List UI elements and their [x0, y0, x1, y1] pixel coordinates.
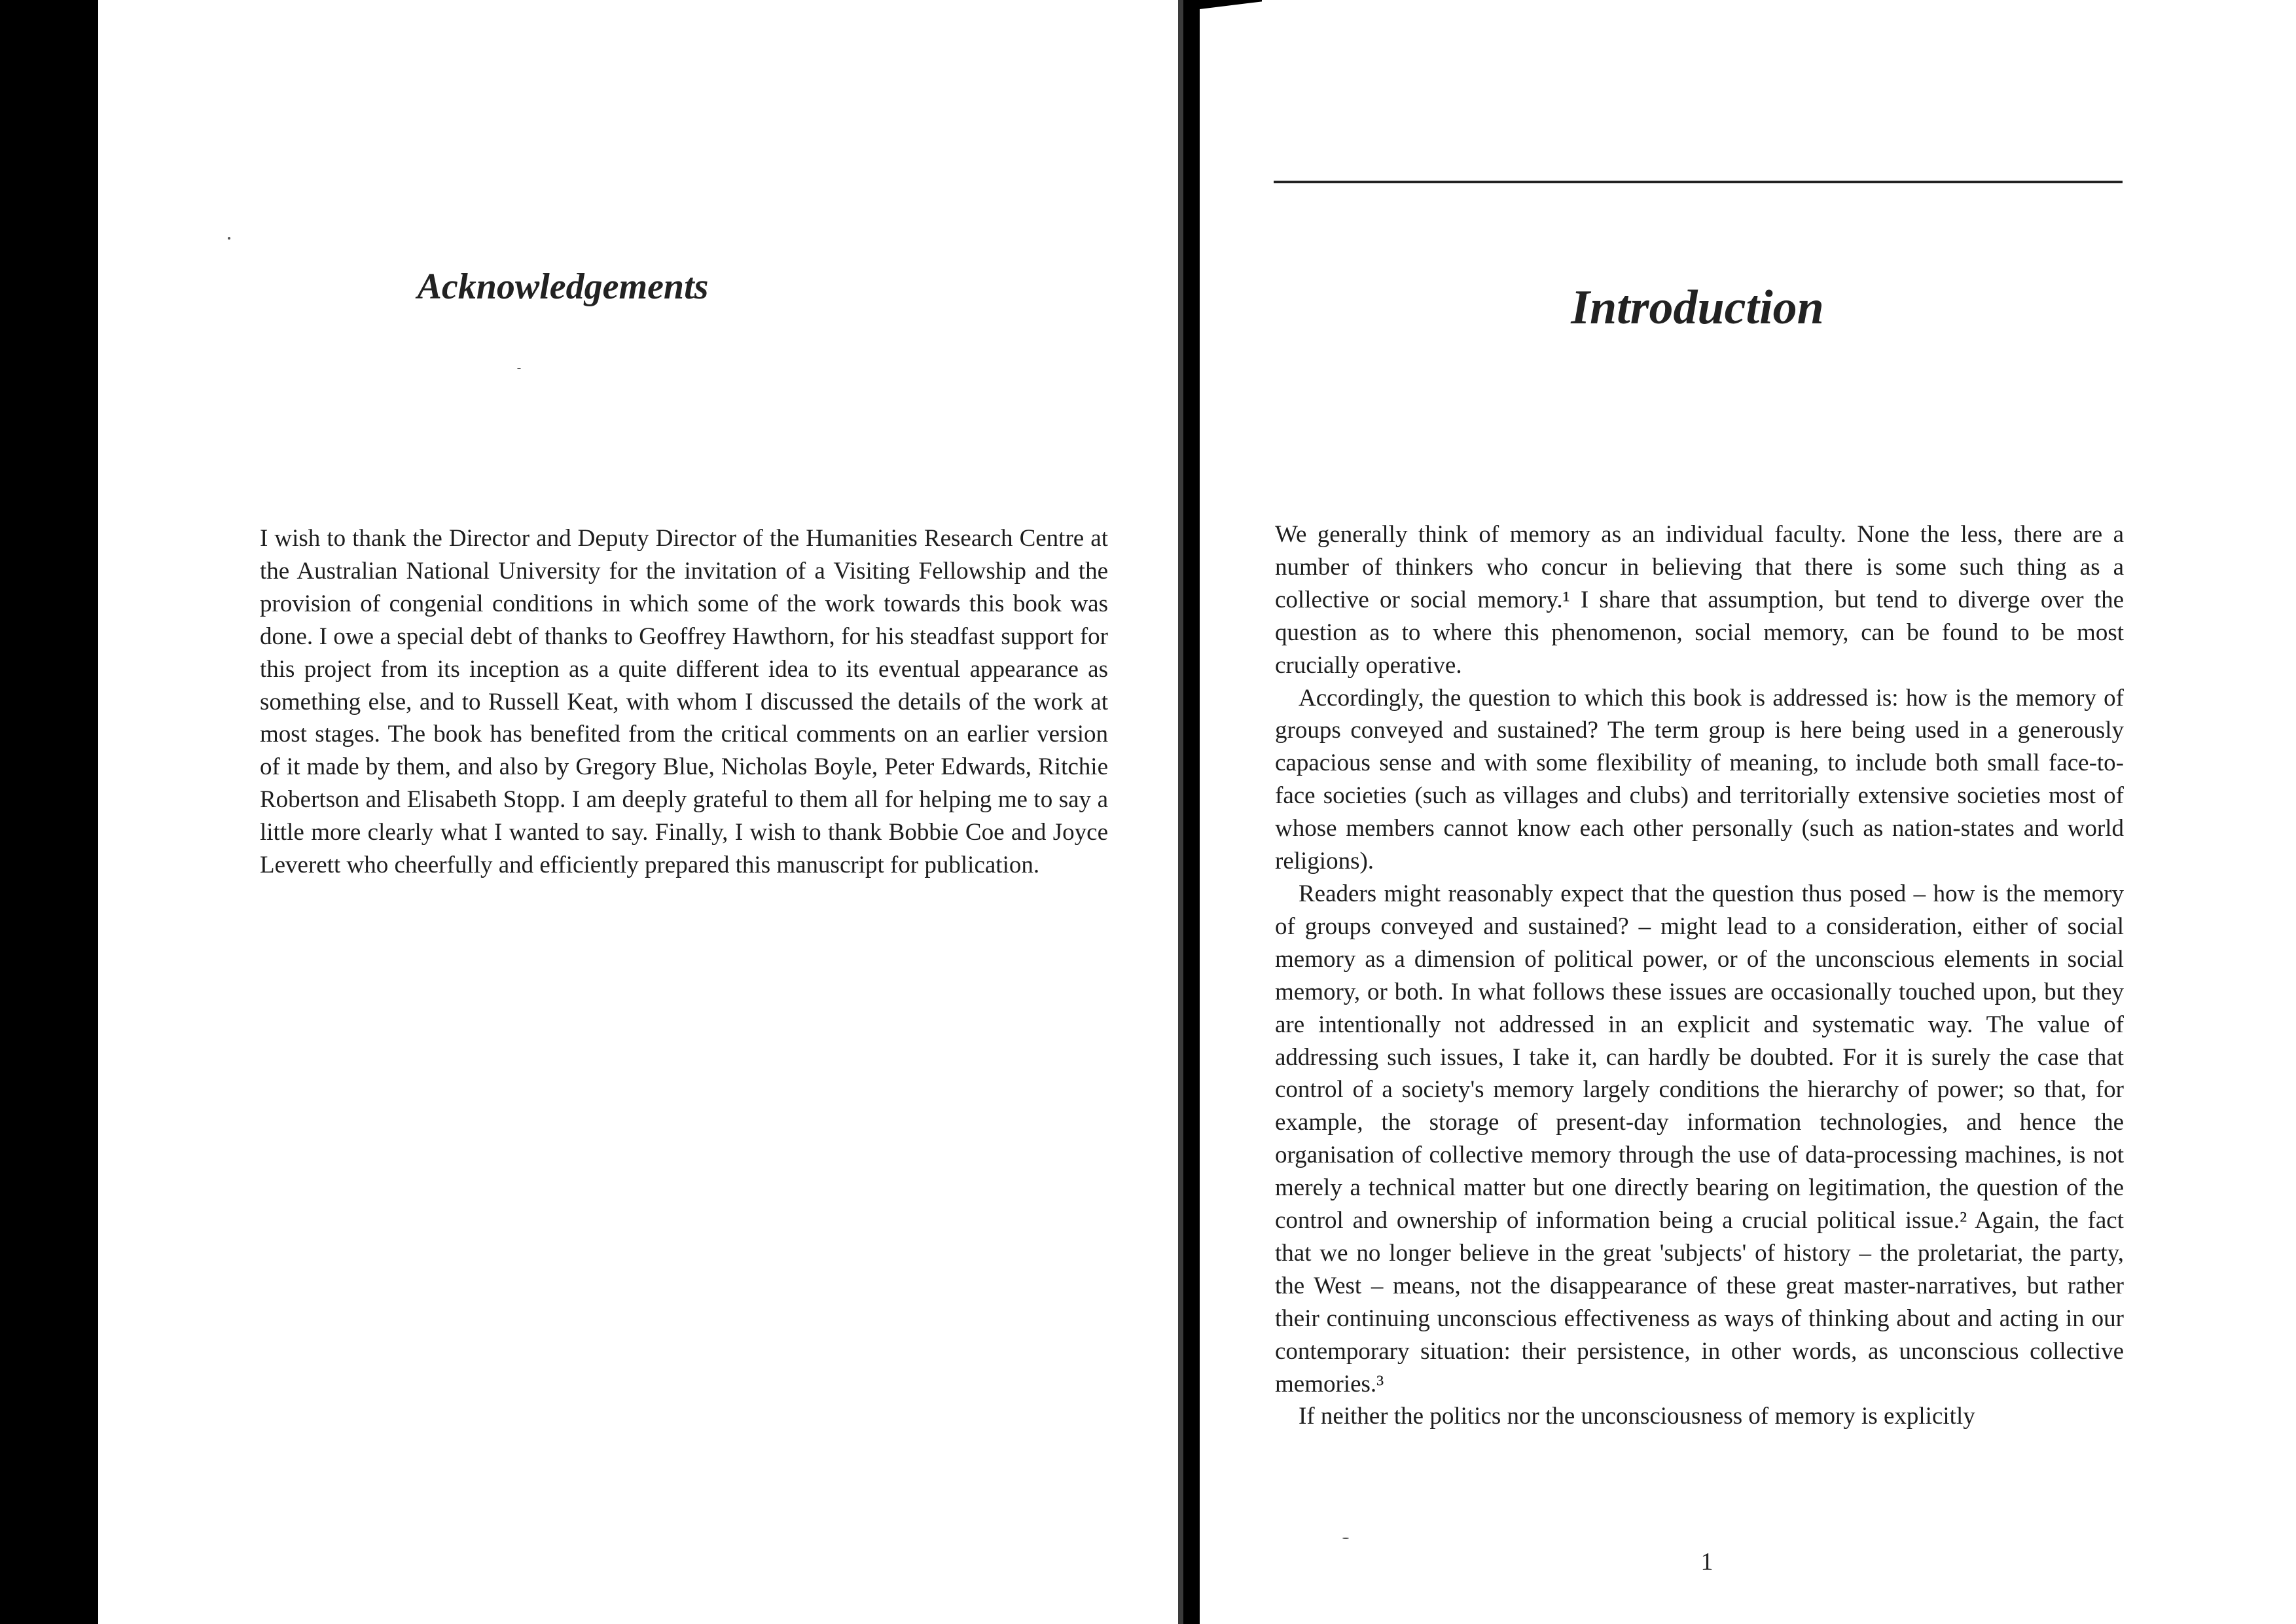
- chapter-rule: [1274, 181, 2123, 183]
- paragraph: Accordingly, the question to which this book is addressed is: how is the memory of groups conveyed and sustained? The term group is here being used in a generously capacious sense and with some flexibility of meaning, to include both small face-to-face societies (such as villages and clubs) and territorially extensive societies most of whose members cannot know each other personally (such as nation-states and world religions).: [1275, 684, 2124, 875]
- paragraph: Readers might reasonably expect that the question thus posed – how is the memory of groups conveyed and sustained? – might lead to a consideration, either of social memory as a dimension of political power, or of the unconscious elements in social memory, or both. In what follows these issues are occasionally touched upon, but they are intentionally not addressed in an explicit and systematic way. The value of addressing such issues, I take it, can hardly be doubted. For it is surely the case that control of a society's memory largely conditions the hierarchy of power; so that, for example, the storage of present-day information technologies, and hence the organisation of collective memory through the use of data-processing machines, is not merely a technical matter but one directly bearing on legitimation, the question of the control and ownership of information being a crucial political issue.² Again, the fact that we no longer believe in the great 'subjects' of history – the proletariat, the party, the West – means, not the disappearance of these great master-narratives, but rather their continuing unconscious effectiveness as ways of thinking about and acting in our contemporary situation: their persistence, in other words, as unconscious collective memories.³: [1275, 880, 2124, 1398]
- acknowledgements-body: I wish to thank the Director and Deputy Director of the Humanities Research Centre at the Australian National University for the invitation of a Visiting Fellowship and the provision of congenial conditions in which some of the work towards this book was done. I owe a special debt of thanks to Geoffrey Hawthorn, for his steadfast support for this project from its inception as a quite different idea to its eventual appearance as something else, and to Russell Keat, with whom I discussed the details of the work at most stages. The book has benefited from the critical comments on an earlier version of it made by them, and also by Gregory Blue, Nicholas Boyle, Peter Edwards, Ritchie Robertson and Elisabeth Stopp. I am deeply grateful to them all for helping me to say a little more clearly what I wanted to say. Finally, I wish to thank Bobbie Coe and Joyce Leverett who cheerfully and efficiently prepared this manuscript for publication.: [260, 525, 1108, 879]
- scan-speck: [1342, 1538, 1349, 1539]
- book-gutter: [1183, 0, 1200, 1624]
- right-page: [1200, 0, 2296, 1624]
- page-number: 1: [1700, 1548, 1713, 1576]
- scan-left-edge-shadow: [0, 0, 98, 1624]
- scan-speck: [228, 237, 230, 240]
- left-page: [98, 0, 1178, 1624]
- paragraph: If neither the politics nor the unconsciousness of memory is explicitly: [1299, 1403, 1975, 1430]
- gutter-shadow: [1178, 0, 1183, 1624]
- introduction-body: [1275, 518, 2124, 1433]
- scan-speck: [517, 368, 521, 369]
- introduction-heading: Introduction: [1571, 280, 1824, 334]
- acknowledgements-heading: Acknowledgements: [417, 266, 709, 307]
- paragraph: We generally think of memory as an individual faculty. None the less, there are a number of thinkers who concur in believing that there is some such thing as a collective or social memory.¹ I share that assumption, but tend to diverge over the question as to where this phenomenon, social memory, can be found to be most crucially operative.: [1275, 521, 2124, 679]
